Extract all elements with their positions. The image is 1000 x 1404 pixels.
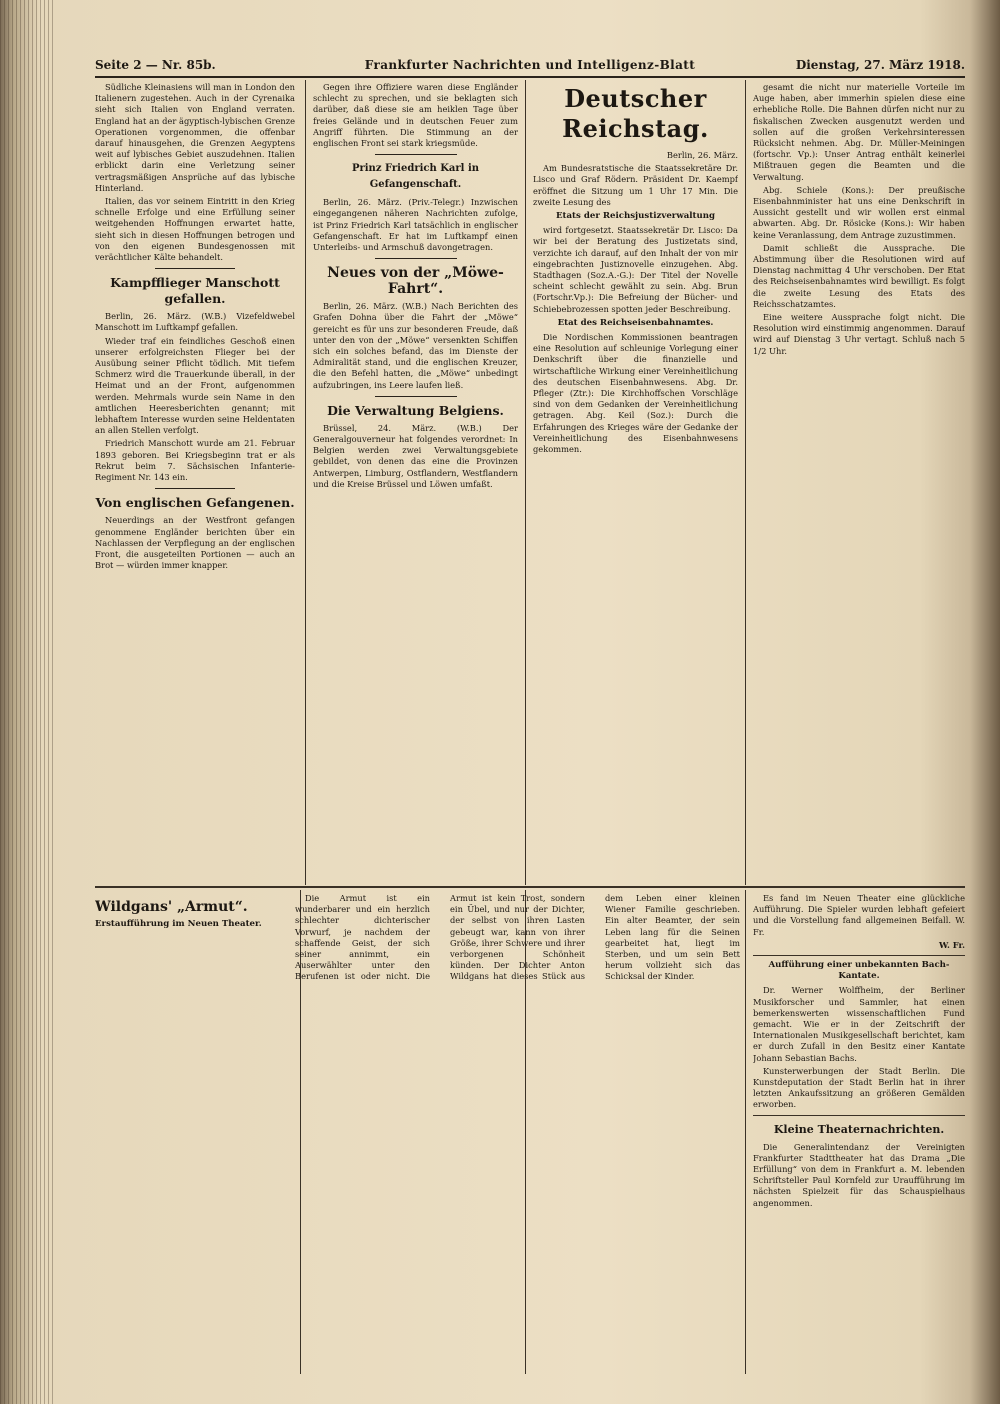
article-text: wird fortgesetzt. Staatssekretär Dr. Lisco: Da wir bei der Beratung des Justizetats sind, verzichte ich darauf, auf den Inhalt der von mir eingebrachten Justiznovelle einzugehen. Abg. Stadthagen (Soz.A.-G.): Der Titel der Novelle scheint schlecht gewählt zu sein. Abg. Brun (Fortschr.Vp.): Die Befreiung der Bücher- und Schiebebrozessen spotten jeder Beschreibung. (533, 225, 738, 314)
feuilleton-section (95, 893, 740, 1371)
article-text: Neuerdings an der Westfront gefangen genommene Engländer berichten über ein Nachlassen der Verpflegung an der englischen Front, die ausgeteilten Portionen — auch an Brot — würden immer knapper. (95, 515, 295, 571)
column-4 (753, 82, 965, 882)
header-center: Frankfurter Nachrichten und Intelligenz-Blatt (364, 58, 696, 72)
column-bottom-right (753, 893, 965, 1371)
article-headline: Kleine Theaternachrichten. (773, 1122, 945, 1136)
article-text: Gegen ihre Offiziere waren diese Engländer schlecht zu sprechen, und sie beklagten sich darüber, daß diese sie am heiklen Tage über freies Gelände und in deutschen Feuer zum Angriff führten. Die Stimmung an der englischen Front sei stark kriegsmüde. (313, 82, 518, 149)
article-headline: Neues von der „Möwe-Fahrt“. (327, 265, 504, 298)
article-separator (753, 955, 965, 956)
article-subheading: Etats der Reichsjustizverwaltung (555, 211, 716, 222)
article-text: Friedrich Manschott wurde am 21. Februar 1893 geboren. Bei Kriegsbeginn trat er als Rekrut beim 7. Sächsischen Infanterie-Regiment Nr. 143 ein. (95, 438, 295, 483)
article-text: Italien, das vor seinem Eintritt in den Krieg schnelle Erfolge und eine Erfüllung seiner weitgehenden Hoffnungen erwartet hatte, sieht sich in diesen Hoffnungen betrogen und von den eigenen Bundesgenossen mit verächtlicher Kälte behandelt. (95, 196, 295, 263)
article-text: Abg. Schiele (Kons.): Der preußische Eisenbahnminister hat uns eine Denkschrift in Aussicht gestellt und wir wollen erst einmal abwarten. Abg. Dr. Rösicke (Kons.): Wir haben keine Veranlassung, dem Antrage zuzustimmen. (753, 184, 965, 240)
section-headline: Deutscher Reichstag. (562, 84, 709, 143)
article-text: Eine weitere Aussprache folgt nicht. Die Resolution wird einstimmig angenommen. Darauf wird auf Dienstag 3 Uhr vertagt. Schluß nach 5 1/2 Uhr. (753, 312, 965, 356)
article-text: Brüssel, 24. März. (W.B.) Der Generalgouverneur hat folgendes verordnet: In Belgien werden zwei Verwaltungsgebiete gebildet, von denen das eine die Provinzen Antwerpen, Limburg, Ostflandern, Westflandern und die Kreise Brüssel und Löwen umfaßt. (313, 422, 518, 489)
article-separator (155, 268, 235, 269)
column-rule (745, 80, 746, 885)
column-1 (95, 82, 295, 882)
article-text: Damit schließt die Aussprache. Die Abstimmung über die Resolutionen wird auf Dienstag nachmittag 4 Uhr verschoben. Der Etat des Reichseisenbahnamtes wird bewilligt. Es folgt die zweite Lesung des Etats des Reichsschatzamtes. (753, 242, 965, 309)
article-text: Berlin, 26. März. (W.B.) Nach Berichten des Grafen Dohna über die Fahrt der „Möwe“ gereicht es für uns zur besonderen Freude, daß unter den von der „Möwe“ versenkten Schiffen sich ein solches befand, das im Dienste der Admiralität stand, und die englischen Kreuzer, die den Befehl hatten, die „Möwe“ unbedingt aufzubringen, ins Leere laufen ließ. (313, 301, 518, 390)
article-text: Berlin, 26. März. (Priv.-Telegr.) Inzwischen eingegangenen näheren Nachrichten zufolge, ist Prinz Friedrich Karl tatsächlich in englischer Gefangenschaft. Er hat im Luftkampf einen Unterleibs- und Armschuß davongetragen. (313, 197, 518, 253)
signature: W. Fr. (938, 939, 965, 950)
section-divider (95, 886, 965, 888)
article-dateline: Berlin, 26. März. (W.B.) Vizefeldwebel Manschott im Luftkampf gefallen. (95, 311, 295, 333)
article-text: Wieder traf ein feindliches Geschoß einen unserer erfolgreichsten Flieger bei der Ausübung seiner Pflicht tödlich. Mit tiefem Schmerz wird die Trauerkunde überall, in der Heimat und an der Front, aufgenommen werden. Mehrmals wurde sein Name in den amtlichen Heeresberichten genannt; mit lebhaftem Interesse wurden seine Heldentaten an allen Stellen verfolgt. (95, 335, 295, 436)
article-text: Am Bundesratstische die Staatssekretäre Dr. Lisco und Graf Rödern. Präsident Dr. Kaempf eröffnet die Sitzung um 1 Uhr 17 Min. Die zweite Lesung des (533, 163, 738, 207)
article-text: gesamt die nicht nur materielle Vorteile im Auge haben, aber immerhin spielen diese eine erhebliche Rolle. Die Bahnen dürfen nicht nur zu fiskalischen Zwecken ausgenutzt werden und sollen auf die großen Verkehrsinteressen Rücksicht nehmen. Abg. Dr. Müller-Meiningen (fortschr. Vp.): Unser Antrag enthält keinerlei Mißtrauen gegen die Beamten und die Verwaltung. (753, 82, 965, 182)
column-2 (313, 82, 518, 882)
feuilleton-subheading: Erstaufführung im Neuen Theater. (95, 919, 262, 929)
article-headline: Die Verwaltung Belgiens. (327, 402, 504, 418)
header-right: Dienstag, 27. März 1918. (795, 58, 965, 72)
column-rule (745, 890, 746, 1374)
column-3 (533, 82, 738, 882)
column-rule (305, 80, 306, 885)
article-headline: Kampfflieger Manschott gefallen. (110, 275, 280, 307)
article-text: Kunsterwerbungen der Stadt Berlin. Die Kunstdeputation der Stadt Berlin hat in ihrer letzten Ankaufssitzung an größeren Gemälden erworben. (753, 1065, 965, 1110)
header-left: Seite 2 — Nr. 85b. (95, 58, 216, 72)
article-separator (375, 154, 457, 155)
feuilleton-headline: Wildgans' „Armut“. (95, 899, 248, 915)
article-headline: Von englischen Gefangenen. (95, 495, 295, 511)
article-subheading: Aufführung einer unbekannten Bach-Kantate. (768, 960, 950, 982)
article-dateline: Berlin, 26. März. (666, 150, 738, 160)
article-text: Es fand im Neuen Theater eine glückliche Aufführung. Die Spieler wurden lebhaft gefeiert und die Vorstellung fand allgemeinen Beifall. W. Fr. (753, 893, 965, 937)
article-separator (375, 396, 457, 397)
feuilleton-text: Die Armut ist ein wunderbarer und ein herzlich schlechter dichterischer Vorwurf, je nachdem der schaffende Geist, der sich seiner annimmt, ein Auserwählter unter den Berufenen ist oder nicht. Die Armut ist kein Trost, sondern ein Übel, und nur der Dichter, der selbst von ihren Lasten gebeugt war, kann von ihrer Größe, ihrer Schwere und ihrer verborgenen Schönheit künden. Der Dichter Anton Wildgans hat dieses Stück aus dem Leben einer kleinen Wiener Familie geschrieben. Ein alter Beamter, der sein Leben lang für die Seinen gearbeitet hat, liegt im Sterben, und um sein Bett herum vollzieht sich das Schicksal der Kinder. (295, 893, 740, 982)
page-binding-edge (0, 0, 56, 1404)
article-separator (375, 258, 457, 259)
running-header (95, 54, 965, 78)
article-separator (753, 1115, 965, 1116)
feuilleton-head-block (95, 893, 295, 933)
article-text: Dr. Werner Wolffheim, der Berliner Musikforscher und Sammler, hat einen bemerkenswerten wissenschaftlichen Fund gemacht. Wie er in der Zeitschrift der Internationalen Musikgesellschaft berichtet, kam er durch Zufall in den Besitz einer Kantate Johann Sebastian Bachs. (753, 985, 965, 1063)
column-rule (525, 80, 526, 885)
article-text: Südliche Kleinasiens will man in London den Italienern zugestehen. Auch in der Cyrenaika sieht sich Italien von England verraten. England hat an der ägyptisch-lybischen Grenze Operationen vorgenommen, die offenbar darauf hinausgehen, die Grenzen Aegyptens weit auf lybisches Gebiet auszudehnen. Italien erblickt darin eine Verletzung seiner vertragsmäßigen Ansprüche auf das lybische Hinterland. (95, 82, 295, 193)
article-subheading: Etat des Reichseisenbahnamtes. (557, 317, 714, 328)
article-text: Die Generalintendanz der Vereinigten Frankfurter Stadttheater hat das Drama „Die Erfüllung“ von dem in Frankfurt a. M. lebenden Schriftsteller Paul Kornfeld zur Uraufführung im nächsten Spielzeit für das Schauspielhaus angenommen. (753, 1141, 965, 1208)
feuilleton-text-block (295, 893, 740, 983)
article-headline: Prinz Friedrich Karl in Gefangenschaft. (351, 163, 480, 191)
article-text: Die Nordischen Kommissionen beantragen eine Resolution auf schleunige Vorlegung einer Denkschrift über die finanzielle und wirtschaftliche Wirkung einer Vereinheitlichung des deutschen Eisenbahnwesens. Abg. Dr. Pfleger (Ztr.): Die Kirchhoffschen Vorschläge sind von dem Gedanken der Vereinheitlichung getragen. Abg. Keil (Soz.): Durch die Erfahrungen des Krieges wäre der Gedanke der Vereinheitlichung des Eisenbahnwesens gekommen. (533, 332, 738, 455)
article-separator (155, 488, 235, 489)
